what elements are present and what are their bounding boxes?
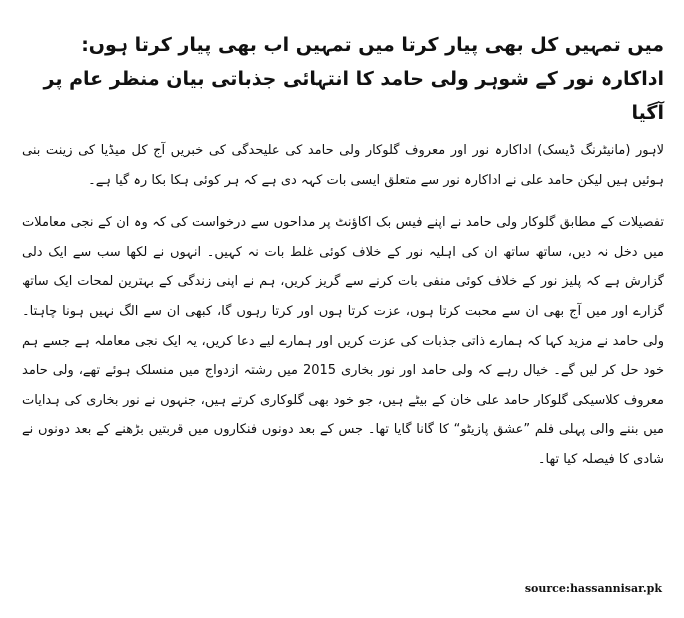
source-credit: source:hassannisar.pk: [524, 582, 662, 595]
article-paragraph-details: تفصیلات کے مطابق گلوکار ولی حامد نے اپنے فیس بک اکاؤنٹ پر مداحوں سے درخواست کی کہ وہ ان کے نجی معاملات میں دخل نہ دیں، ساتھ ساتھ ان کی اہلیہ نور کے خلاف کوئی غلط بات نہ کہیں۔ انہوں نے لکھا سب سے ایک دلی گزارش ہے کہ پلیز نور کے خلاف کوئی منفی بات کرنے سے گریز کریں، ہم نے اپنی زندگی کے بہترین لمحات ایک ساتھ گزارے اور میں آج بھی ان سے محبت کرتا ہوں، عزت کرتا ہوں اور کرتا رہوں گا، کبھی ان سے الگ نہیں ہونا چاہتا۔ ولی حامد نے مزید کہا کہ ہمارے ذاتی جذبات کی عزت کریں اور ہمارے لیے دعا کریں، یہ ایک نجی معاملہ ہے جسے ہم خود حل کر لیں گے۔ خیال رہے کہ ولی حامد اور نور بخاری 2015 میں رشتہ ازدواج میں منسلک ہوئے تھے، ولی حامد معروف کلاسیکی گلوکار حامد علی خان کے بیٹے ہیں، جو خود بھی گلوکاری کرتے ہیں، جنہوں نے نور بخاری کی ہدایات میں بننے والی پہلی فلم ”عشق پازیٹو“ کا گانا گایا تھا۔ جس کے بعد دونوں فنکاروں میں قربتیں بڑھنے کے بعد دونوں نے شادی کا فیصلہ کیا تھا۔: [22, 215, 665, 467]
article-paragraph-intro: لاہور (مانیٹرنگ ڈیسک) اداکارہ نور اور معروف گلوکار ولی حامد کی علیحدگی کی خبریں آج کل میڈیا کی زینت بنی ہوئیں ہیں لیکن حامد علی نے اداکارہ نور سے متعلق ایسی بات کہہ دی ہے کہ ہر کوئی ہکا بکا رہ گیا ہے۔: [22, 143, 664, 188]
article-headline: میں تمہیں کل بھی پیار کرتا میں تمہیں اب بھی پیار کرتا ہوں: اداکارہ نور کے شوہر ولی حامد کا انتہائی جذباتی بیان منظر عام پر آگیا: [43, 34, 664, 124]
